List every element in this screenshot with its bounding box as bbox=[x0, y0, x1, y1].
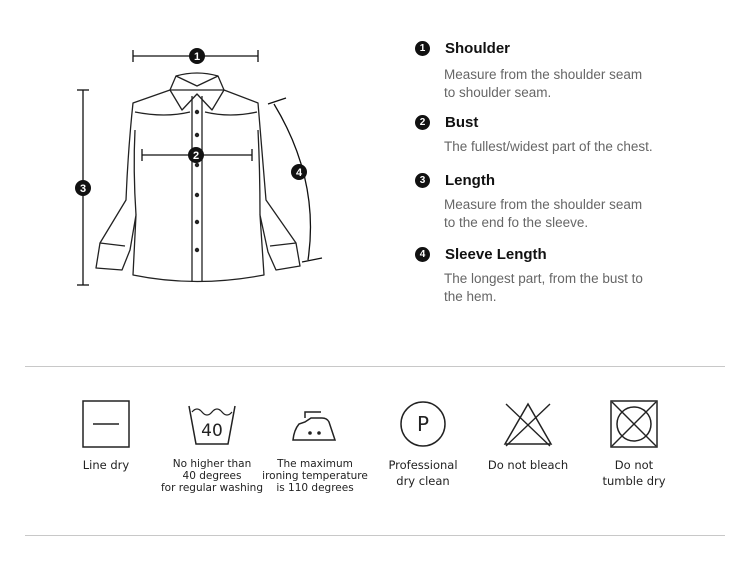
svg-text:4: 4 bbox=[295, 167, 303, 179]
do-not-bleach-icon bbox=[502, 400, 554, 448]
care-label-line: Professional bbox=[388, 458, 458, 472]
care-line-dry bbox=[51, 400, 161, 472]
svg-text:40: 40 bbox=[201, 421, 223, 441]
care-label-line: is 110 degrees bbox=[276, 482, 354, 494]
measure-title: Shoulder bbox=[445, 40, 511, 57]
care-no-bleach bbox=[473, 400, 583, 472]
care-label-line: No higher than bbox=[172, 458, 252, 470]
care-label-line: Do not bleach bbox=[487, 458, 569, 472]
measure-desc-line: The longest part, from the bust to bbox=[444, 271, 643, 286]
number-badge: 2 bbox=[415, 115, 430, 130]
number-badge: 4 bbox=[415, 247, 430, 262]
number-badge: 1 bbox=[415, 41, 430, 56]
care-label-line: The maximum bbox=[277, 458, 353, 470]
measure-desc-line: to shoulder seam. bbox=[444, 85, 552, 100]
measure-title: Bust bbox=[445, 114, 479, 131]
shirt-outline bbox=[96, 90, 300, 282]
marker-1 bbox=[189, 48, 205, 64]
measure-desc-line: Measure from the shoulder seam bbox=[444, 197, 643, 212]
care-label-line: tumble dry bbox=[602, 474, 666, 488]
measure-desc-line: to the end fo the sleeve. bbox=[444, 215, 589, 230]
care-no-tumble-dry bbox=[579, 400, 689, 488]
do-not-tumble-dry-icon bbox=[610, 400, 658, 448]
svg-text:1: 1 bbox=[193, 51, 201, 63]
svg-text:3: 3 bbox=[79, 183, 87, 195]
measure-desc-line: the hem. bbox=[444, 289, 497, 304]
measure-desc-line: The fullest/widest part of the chest. bbox=[444, 139, 653, 154]
measure-desc-line: Measure from the shoulder seam bbox=[444, 67, 643, 82]
marker-3 bbox=[75, 180, 91, 196]
wash-40-icon bbox=[187, 400, 237, 448]
professional-dry-clean-icon bbox=[399, 400, 447, 448]
shirt-collar bbox=[170, 76, 224, 110]
care-label-line: Do not bbox=[614, 458, 654, 472]
care-wash-40 bbox=[157, 400, 267, 494]
measure-title: Sleeve Length bbox=[445, 246, 547, 263]
line-dry-icon bbox=[82, 400, 130, 448]
care-dry-clean bbox=[368, 400, 478, 488]
measure-title: Length bbox=[445, 172, 495, 189]
shirt-buttons bbox=[192, 110, 200, 252]
marker-4 bbox=[291, 164, 307, 180]
care-label-line: ironing temperature bbox=[262, 470, 368, 482]
care-label-line: Line dry bbox=[82, 458, 130, 472]
svg-text:2: 2 bbox=[192, 150, 200, 162]
care-label-line: dry clean bbox=[396, 474, 450, 488]
top-divider bbox=[25, 366, 725, 367]
number-badge: 3 bbox=[415, 173, 430, 188]
care-iron-low bbox=[260, 400, 370, 494]
shirt-measurement-diagram bbox=[60, 40, 350, 300]
iron-low-icon bbox=[289, 400, 341, 448]
bottom-divider bbox=[25, 535, 725, 536]
care-label-line: for regular washing bbox=[160, 482, 264, 494]
marker-2 bbox=[188, 147, 204, 163]
svg-text:P: P bbox=[416, 412, 430, 436]
care-label-line: 40 degrees bbox=[182, 470, 242, 482]
